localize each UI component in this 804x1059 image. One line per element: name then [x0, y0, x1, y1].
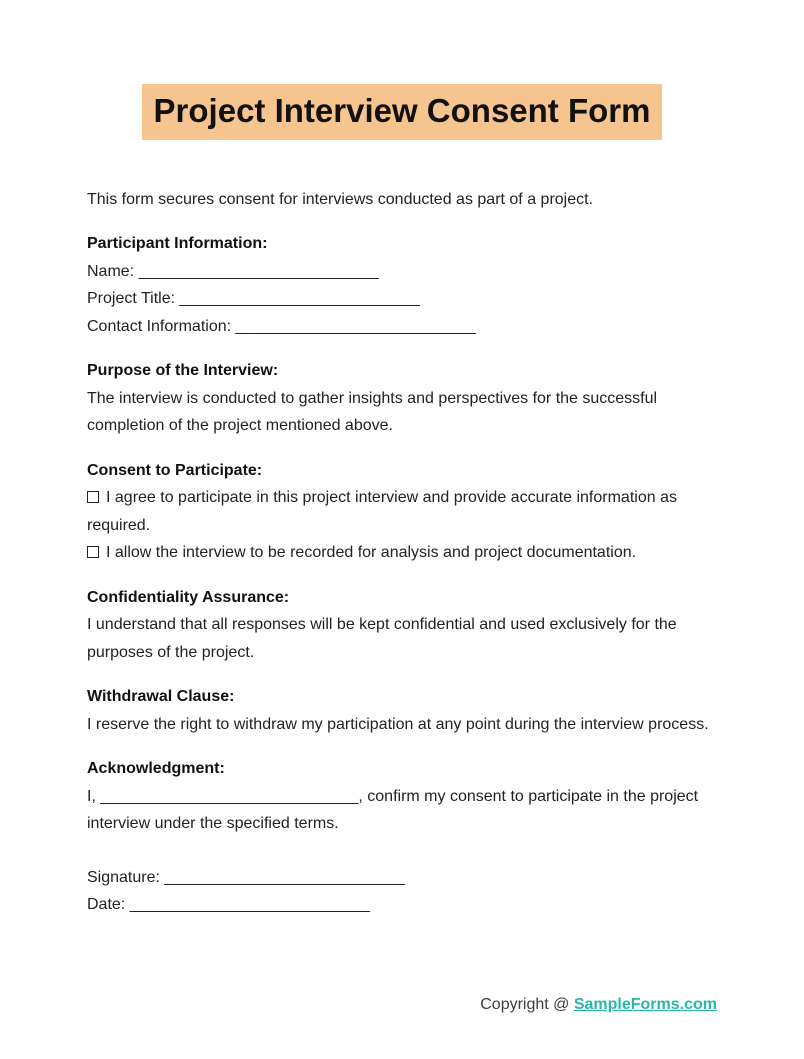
consent-item-participate	[87, 484, 717, 539]
section-purpose	[87, 357, 717, 440]
sampleforms-link[interactable]: SampleForms.com	[573, 995, 717, 1013]
contact-information-blank-line: Contact Information: ___________________________	[87, 317, 476, 335]
title-banner	[87, 84, 717, 140]
purpose-heading: Purpose of the Interview:	[87, 362, 279, 380]
name-blank-line: Name: ___________________________	[87, 262, 379, 280]
intro-paragraph: This form secures consent for interviews conducted as part of a project.	[87, 190, 594, 208]
confidentiality-paragraph: I understand that all responses will be kept confidential and used exclusively for the purposes of the project.	[87, 616, 677, 661]
consent-item-participate-label: I agree to participate in this project interview and provide accurate information as required.	[87, 489, 677, 534]
consent-item-recording	[87, 539, 717, 567]
section-consent	[87, 457, 717, 567]
withdrawal-heading: Withdrawal Clause:	[87, 688, 235, 706]
project-title-blank-line: Project Title: ___________________________	[87, 290, 420, 308]
page-footer	[87, 936, 717, 1014]
participant-information-heading: Participant Information:	[87, 235, 268, 253]
acknowledgment-paragraph: I, _____________________________, confirm my consent to participate in the project interview under the specified terms.	[87, 787, 699, 833]
section-participant-information	[87, 230, 717, 340]
acknowledgment-heading: Acknowledgment:	[87, 760, 225, 778]
signature-blank-line: Signature: ___________________________	[87, 868, 405, 886]
page-title: Project Interview Consent Form	[142, 84, 663, 140]
copyright-text: Copyright @	[480, 995, 574, 1013]
checkbox-icon[interactable]	[87, 491, 99, 503]
consent-item-recording-label: I allow the interview to be recorded for analysis and project documentation.	[106, 544, 637, 562]
section-signature	[87, 864, 717, 919]
purpose-paragraph: The interview is conducted to gather insights and perspectives for the successful completion of the project mentioned above.	[87, 389, 658, 435]
section-acknowledgment	[87, 755, 717, 838]
checkbox-icon[interactable]	[87, 546, 99, 558]
consent-heading: Consent to Participate:	[87, 461, 263, 479]
confidentiality-heading: Confidentiality Assurance:	[87, 588, 290, 606]
section-withdrawal	[87, 683, 717, 738]
section-confidentiality	[87, 584, 717, 667]
date-blank-line: Date: ___________________________	[87, 896, 370, 914]
withdrawal-paragraph: I reserve the right to withdraw my participation at any point during the interview process.	[87, 715, 709, 733]
